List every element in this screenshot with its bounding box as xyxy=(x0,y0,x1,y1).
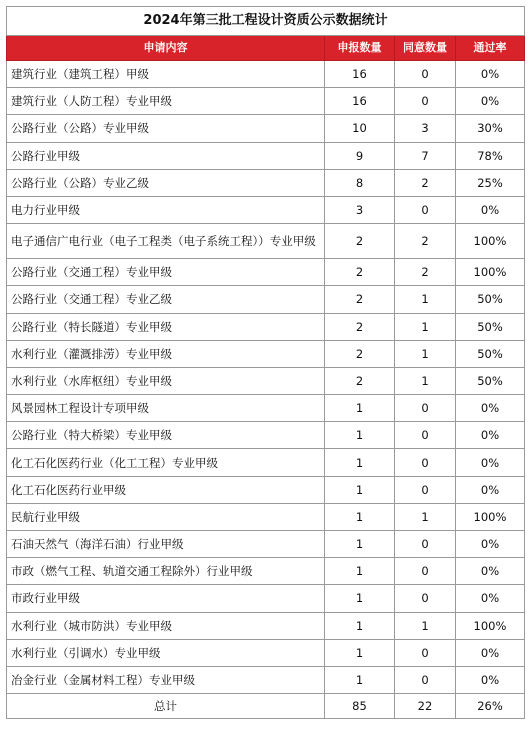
row-applied: 1 xyxy=(325,476,395,503)
row-applied: 2 xyxy=(325,259,395,286)
row-rate: 0% xyxy=(456,88,525,115)
row-rate: 78% xyxy=(456,142,525,169)
row-content: 化工石化医药行业甲级 xyxy=(7,476,325,503)
row-applied: 9 xyxy=(325,142,395,169)
table-row xyxy=(7,395,525,422)
table-row xyxy=(7,169,525,196)
row-approved: 0 xyxy=(395,196,456,223)
stats-table-container xyxy=(6,6,524,719)
row-applied: 16 xyxy=(325,88,395,115)
row-applied: 1 xyxy=(325,558,395,585)
row-approved: 0 xyxy=(395,476,456,503)
row-approved: 7 xyxy=(395,142,456,169)
row-rate: 0% xyxy=(456,558,525,585)
row-content: 风景园林工程设计专项甲级 xyxy=(7,395,325,422)
table-row xyxy=(7,196,525,223)
row-approved: 0 xyxy=(395,395,456,422)
row-content: 公路行业（公路）专业乙级 xyxy=(7,169,325,196)
qualification-stats-table xyxy=(6,6,525,719)
row-applied: 1 xyxy=(325,503,395,530)
row-applied: 1 xyxy=(325,585,395,612)
row-approved: 3 xyxy=(395,115,456,142)
row-rate: 0% xyxy=(456,531,525,558)
total-rate: 26% xyxy=(456,694,525,719)
row-rate: 50% xyxy=(456,340,525,367)
header-content: 申请内容 xyxy=(7,36,325,61)
table-row xyxy=(7,313,525,340)
row-content: 水利行业（引调水）专业甲级 xyxy=(7,639,325,666)
row-approved: 1 xyxy=(395,286,456,313)
total-approved: 22 xyxy=(395,694,456,719)
row-content: 公路行业（交通工程）专业乙级 xyxy=(7,286,325,313)
table-row xyxy=(7,224,525,259)
row-applied: 1 xyxy=(325,612,395,639)
row-rate: 100% xyxy=(456,224,525,259)
table-row xyxy=(7,503,525,530)
table-row xyxy=(7,558,525,585)
table-body xyxy=(7,61,525,694)
row-rate: 50% xyxy=(456,367,525,394)
row-approved: 0 xyxy=(395,666,456,693)
header-applied: 申报数量 xyxy=(325,36,395,61)
row-content: 水利行业（灌溉排涝）专业甲级 xyxy=(7,340,325,367)
row-applied: 1 xyxy=(325,449,395,476)
row-approved: 0 xyxy=(395,558,456,585)
row-content: 市政（燃气工程、轨道交通工程除外）行业甲级 xyxy=(7,558,325,585)
table-row xyxy=(7,531,525,558)
table-row xyxy=(7,88,525,115)
row-rate: 50% xyxy=(456,286,525,313)
row-approved: 1 xyxy=(395,367,456,394)
table-row xyxy=(7,422,525,449)
table-row xyxy=(7,639,525,666)
row-approved: 2 xyxy=(395,169,456,196)
row-rate: 0% xyxy=(456,476,525,503)
row-content: 公路行业甲级 xyxy=(7,142,325,169)
row-approved: 0 xyxy=(395,585,456,612)
row-content: 电力行业甲级 xyxy=(7,196,325,223)
row-applied: 1 xyxy=(325,422,395,449)
row-rate: 100% xyxy=(456,259,525,286)
row-content: 水利行业（城市防洪）专业甲级 xyxy=(7,612,325,639)
row-content: 公路行业（交通工程）专业甲级 xyxy=(7,259,325,286)
row-approved: 2 xyxy=(395,224,456,259)
table-row xyxy=(7,449,525,476)
total-applied: 85 xyxy=(325,694,395,719)
row-rate: 0% xyxy=(456,61,525,88)
row-applied: 2 xyxy=(325,224,395,259)
row-applied: 2 xyxy=(325,286,395,313)
row-applied: 1 xyxy=(325,395,395,422)
row-rate: 0% xyxy=(456,196,525,223)
row-content: 市政行业甲级 xyxy=(7,585,325,612)
row-rate: 30% xyxy=(456,115,525,142)
row-content: 电子通信广电行业（电子工程类（电子系统工程））专业甲级 xyxy=(7,224,325,259)
header-approved: 同意数量 xyxy=(395,36,456,61)
row-applied: 8 xyxy=(325,169,395,196)
total-label: 总计 xyxy=(7,694,325,719)
row-applied: 1 xyxy=(325,531,395,558)
row-applied: 1 xyxy=(325,639,395,666)
table-row xyxy=(7,61,525,88)
row-rate: 25% xyxy=(456,169,525,196)
table-row xyxy=(7,286,525,313)
table-row xyxy=(7,666,525,693)
table-row xyxy=(7,585,525,612)
row-content: 公路行业（公路）专业甲级 xyxy=(7,115,325,142)
row-applied: 16 xyxy=(325,61,395,88)
row-content: 建筑行业（建筑工程）甲级 xyxy=(7,61,325,88)
row-applied: 3 xyxy=(325,196,395,223)
row-approved: 0 xyxy=(395,88,456,115)
table-row xyxy=(7,340,525,367)
row-applied: 2 xyxy=(325,367,395,394)
row-rate: 0% xyxy=(456,449,525,476)
table-title: 2024年第三批工程设计资质公示数据统计 xyxy=(7,7,525,36)
row-rate: 0% xyxy=(456,666,525,693)
row-approved: 0 xyxy=(395,449,456,476)
header-rate: 通过率 xyxy=(456,36,525,61)
row-content: 公路行业（特长隧道）专业甲级 xyxy=(7,313,325,340)
row-applied: 2 xyxy=(325,340,395,367)
table-row xyxy=(7,476,525,503)
row-applied: 10 xyxy=(325,115,395,142)
row-rate: 100% xyxy=(456,503,525,530)
row-content: 石油天然气（海洋石油）行业甲级 xyxy=(7,531,325,558)
row-applied: 2 xyxy=(325,313,395,340)
row-approved: 0 xyxy=(395,61,456,88)
row-content: 冶金行业（金属材料工程）专业甲级 xyxy=(7,666,325,693)
row-approved: 2 xyxy=(395,259,456,286)
table-row xyxy=(7,367,525,394)
row-rate: 0% xyxy=(456,422,525,449)
table-row xyxy=(7,259,525,286)
row-rate: 0% xyxy=(456,585,525,612)
row-rate: 0% xyxy=(456,639,525,666)
row-content: 公路行业（特大桥梁）专业甲级 xyxy=(7,422,325,449)
table-row xyxy=(7,612,525,639)
row-content: 化工石化医药行业（化工工程）专业甲级 xyxy=(7,449,325,476)
row-approved: 0 xyxy=(395,639,456,666)
table-header-row xyxy=(7,36,525,61)
table-row xyxy=(7,142,525,169)
table-row xyxy=(7,115,525,142)
row-approved: 1 xyxy=(395,503,456,530)
row-rate: 100% xyxy=(456,612,525,639)
table-total-row xyxy=(7,694,525,719)
row-applied: 1 xyxy=(325,666,395,693)
row-approved: 1 xyxy=(395,340,456,367)
row-approved: 0 xyxy=(395,531,456,558)
row-content: 水利行业（水库枢纽）专业甲级 xyxy=(7,367,325,394)
row-content: 民航行业甲级 xyxy=(7,503,325,530)
row-rate: 0% xyxy=(456,395,525,422)
row-rate: 50% xyxy=(456,313,525,340)
row-approved: 1 xyxy=(395,612,456,639)
row-content: 建筑行业（人防工程）专业甲级 xyxy=(7,88,325,115)
row-approved: 0 xyxy=(395,422,456,449)
row-approved: 1 xyxy=(395,313,456,340)
